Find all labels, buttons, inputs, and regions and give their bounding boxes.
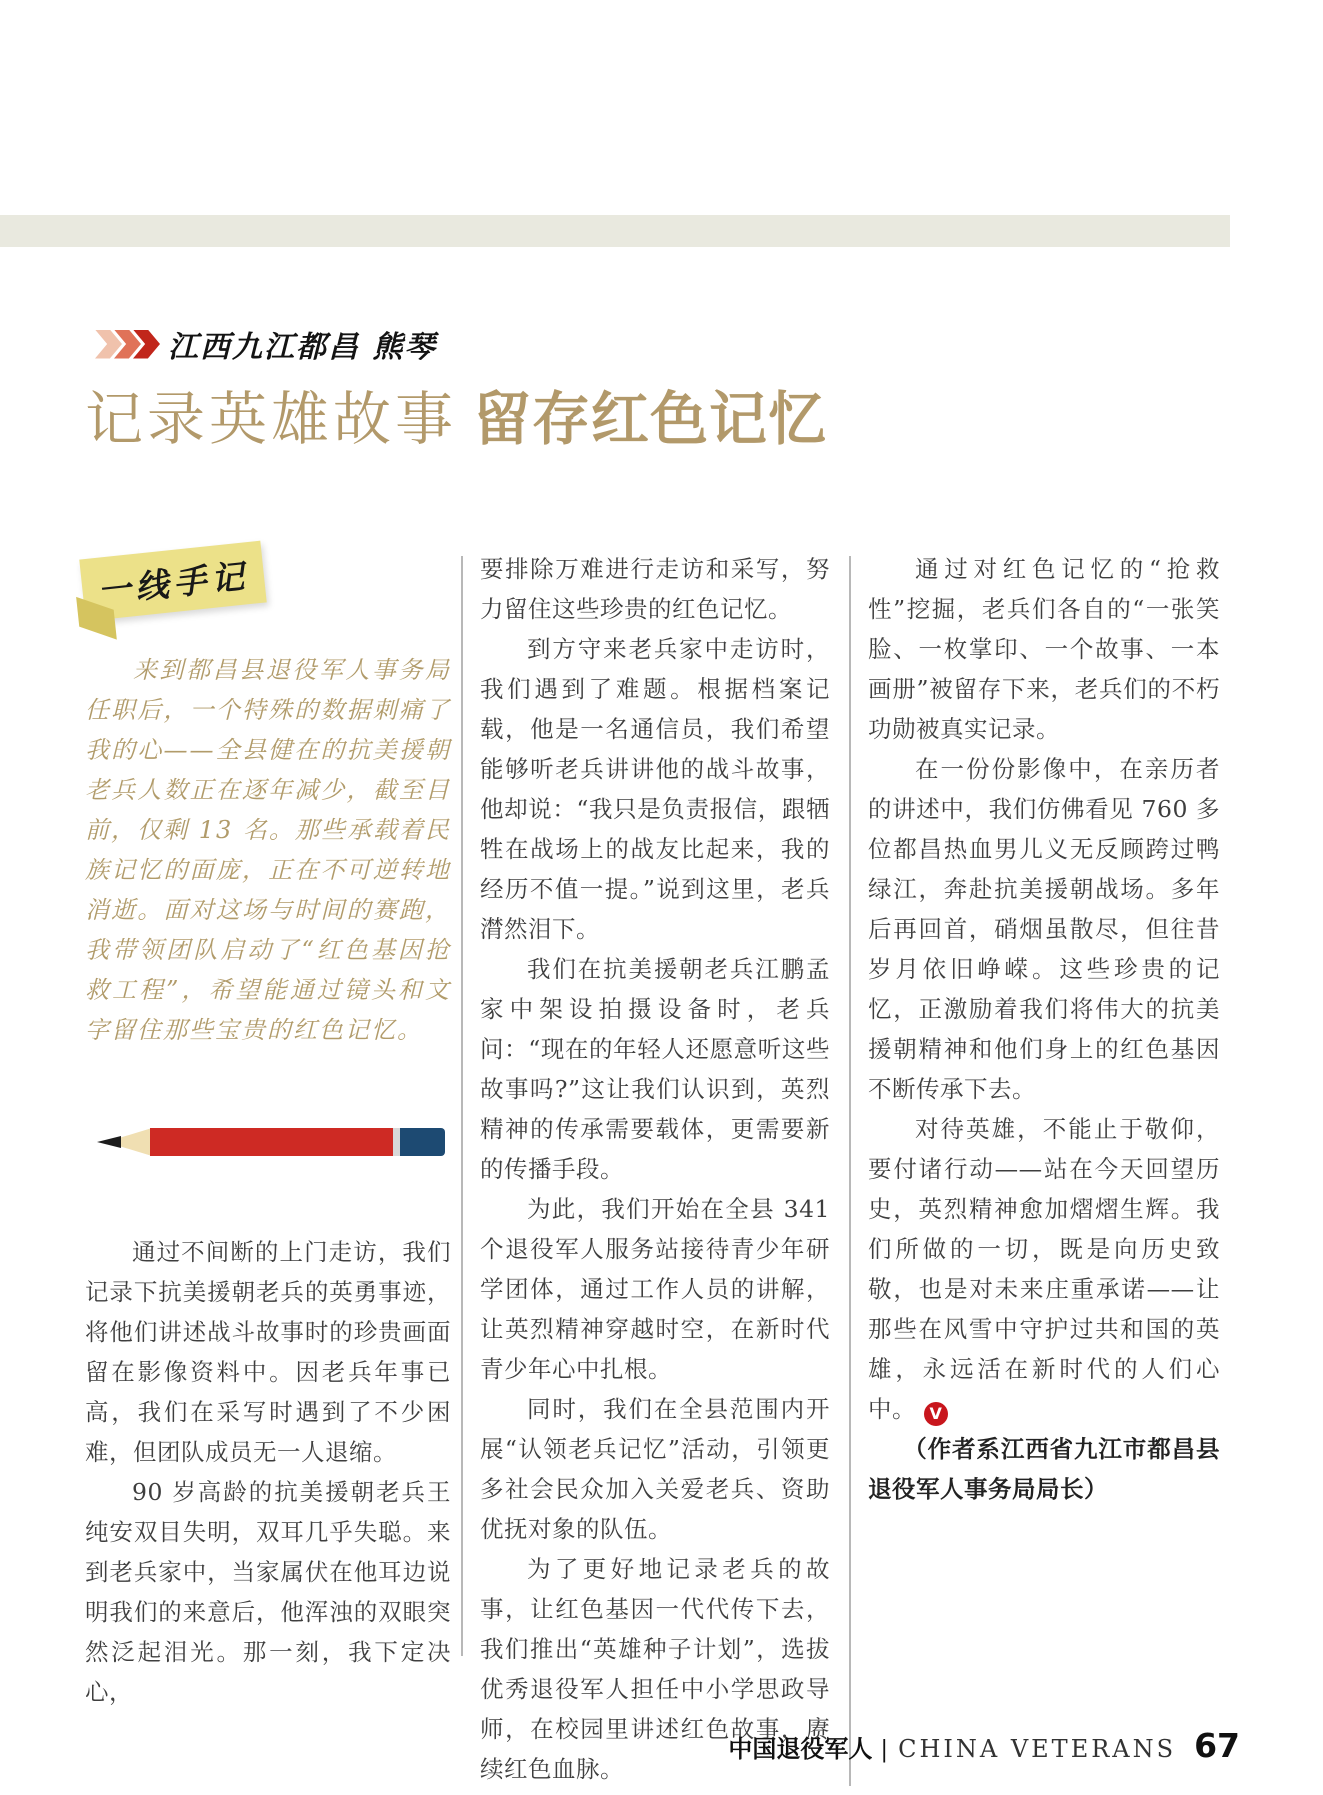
paragraph: 我们在抗美援朝老兵江鹏孟家中架设拍摄设备时，老兵问：“现在的年轻人还愿意听这些故事吗?”这让我们认识到，英烈精神的传承需要载体，更需要新的传播手段。 — [480, 955, 830, 1183]
paragraph: 通过不间断的上门走访，我们记录下抗美援朝老兵的英勇事迹，将他们讲述战斗故事时的珍贵画面留在影像资料中。因老兵年事已高，我们在采写时遇到了不少困难，但团队成员无一人退缩。 — [85, 1238, 451, 1466]
pencil-body — [150, 1128, 393, 1156]
paragraph: 90 岁高龄的抗美援朝老兵王纯安双目失明，双耳几乎失聪。来到老兵家中，当家属伏在他耳边说明我们的来意后，他浑浊的双眼突然泛起泪光。那一刻，我下定决心， — [85, 1478, 451, 1706]
top-accent-bar — [0, 215, 1230, 247]
right-column — [868, 549, 1220, 1509]
pencil-tip — [97, 1136, 121, 1148]
footer-separator: | — [880, 1737, 889, 1763]
end-mark-icon: V — [924, 1402, 948, 1426]
triple-right-chevron-icon — [95, 330, 152, 359]
magazine-name-en: CHINA VETERANS — [898, 1735, 1177, 1763]
paragraph: 到方守来老兵家中走访时，我们遇到了难题。根据档案记载，他是一名通信员，我们希望能够听老兵讲讲他的战斗故事，他却说：“我只是负责报信，跟牺牲在战场上的战友比起来，我的经历不值一提。”说到这里，老兵潸然泪下。 — [480, 635, 830, 943]
sticky-note-label: 一线手记 — [95, 555, 251, 611]
paragraph: 在一份份影像中，在亲历者的讲述中，我们仿佛看见 760 多位都昌热血男儿义无反顾跨过鸭绿江，奔赴抗美援朝战场。多年后再回首，硝烟虽散尽，但往昔岁月依旧峥嵘。这些珍贵的记忆，正激励着我们将伟大的抗美援朝精神和他们身上的红色基因不断传承下去。 — [868, 755, 1220, 1103]
handwritten-intro — [85, 650, 451, 1050]
article-title-part2: 留存红色记忆 — [473, 385, 828, 453]
paragraph-text: 对待英雄，不能止于敬仰，要付诸行动——站在今天回望历史，英烈精神愈加熠熠生辉。我们所做的一切，既是向历史致敬，也是对未来庄重承诺——让那些在风雪中守护过共和国的英雄，永远活在新时代的人们心中。 — [868, 1115, 1220, 1423]
column-divider — [849, 556, 851, 1786]
paragraph: 同时，我们在全县范围内开展“认领老兵记忆”活动，引领更多社会民众加入关爱老兵、资助优抚对象的队伍。 — [480, 1395, 830, 1543]
article-title — [85, 380, 827, 458]
pencil-icon — [97, 1128, 445, 1156]
article-title-part1: 记录英雄故事 — [85, 385, 458, 453]
column-divider — [461, 556, 463, 1656]
left-column — [85, 1232, 451, 1712]
paragraph: 为此，我们开始在全县 341 个退役军人服务站接待青少年研学团体，通过工作人员的讲解，让英烈精神穿越时空，在新时代青少年心中扎根。 — [480, 1195, 830, 1383]
page-number: 67 — [1194, 1726, 1240, 1765]
paragraph — [868, 1109, 1220, 1429]
paragraph: 要排除万难进行走访和采写，努力留住这些珍贵的红色记忆。 — [480, 555, 830, 623]
middle-column — [480, 549, 830, 1789]
handwritten-paragraph: 来到都昌县退役军人事务局任职后，一个特殊的数据刺痛了我的心——全县健在的抗美援朝老兵人数正在逐年减少，截至目前，仅剩 13 名。那些承载着民族记忆的面庞，正在不可逆转地消逝。面对这场与时间的赛跑，我带领团队启动了“红色基因抢救工程”，希望能通过镜头和文字留住那些宝贵的红色记忆。 — [85, 656, 451, 1044]
kicker-location-author: 江西九江都昌 熊琴 — [168, 330, 437, 365]
page-footer — [728, 1726, 1240, 1765]
sticky-note — [79, 541, 266, 622]
paragraph: 为了更好地记录老兵的故事，让红色基因一代代传下去，我们推出“英雄种子计划”，选拔优秀退役军人担任中小学思政导师，在校园里讲述红色故事，赓续红色血脉。 — [480, 1555, 830, 1783]
pencil-ferrule — [400, 1128, 445, 1156]
author-byline: （作者系江西省九江市都昌县退役军人事务局局长） — [868, 1435, 1220, 1503]
kicker — [95, 322, 436, 366]
paragraph: 通过对红色记忆的“抢救性”挖掘，老兵们各自的“一张笑脸、一枚掌印、一个故事、一本画册”被留存下来，老兵们的不朽功勋被真实记录。 — [868, 555, 1220, 743]
magazine-name-cn: 中国退役军人 — [728, 1735, 873, 1763]
pencil-band — [393, 1128, 400, 1156]
